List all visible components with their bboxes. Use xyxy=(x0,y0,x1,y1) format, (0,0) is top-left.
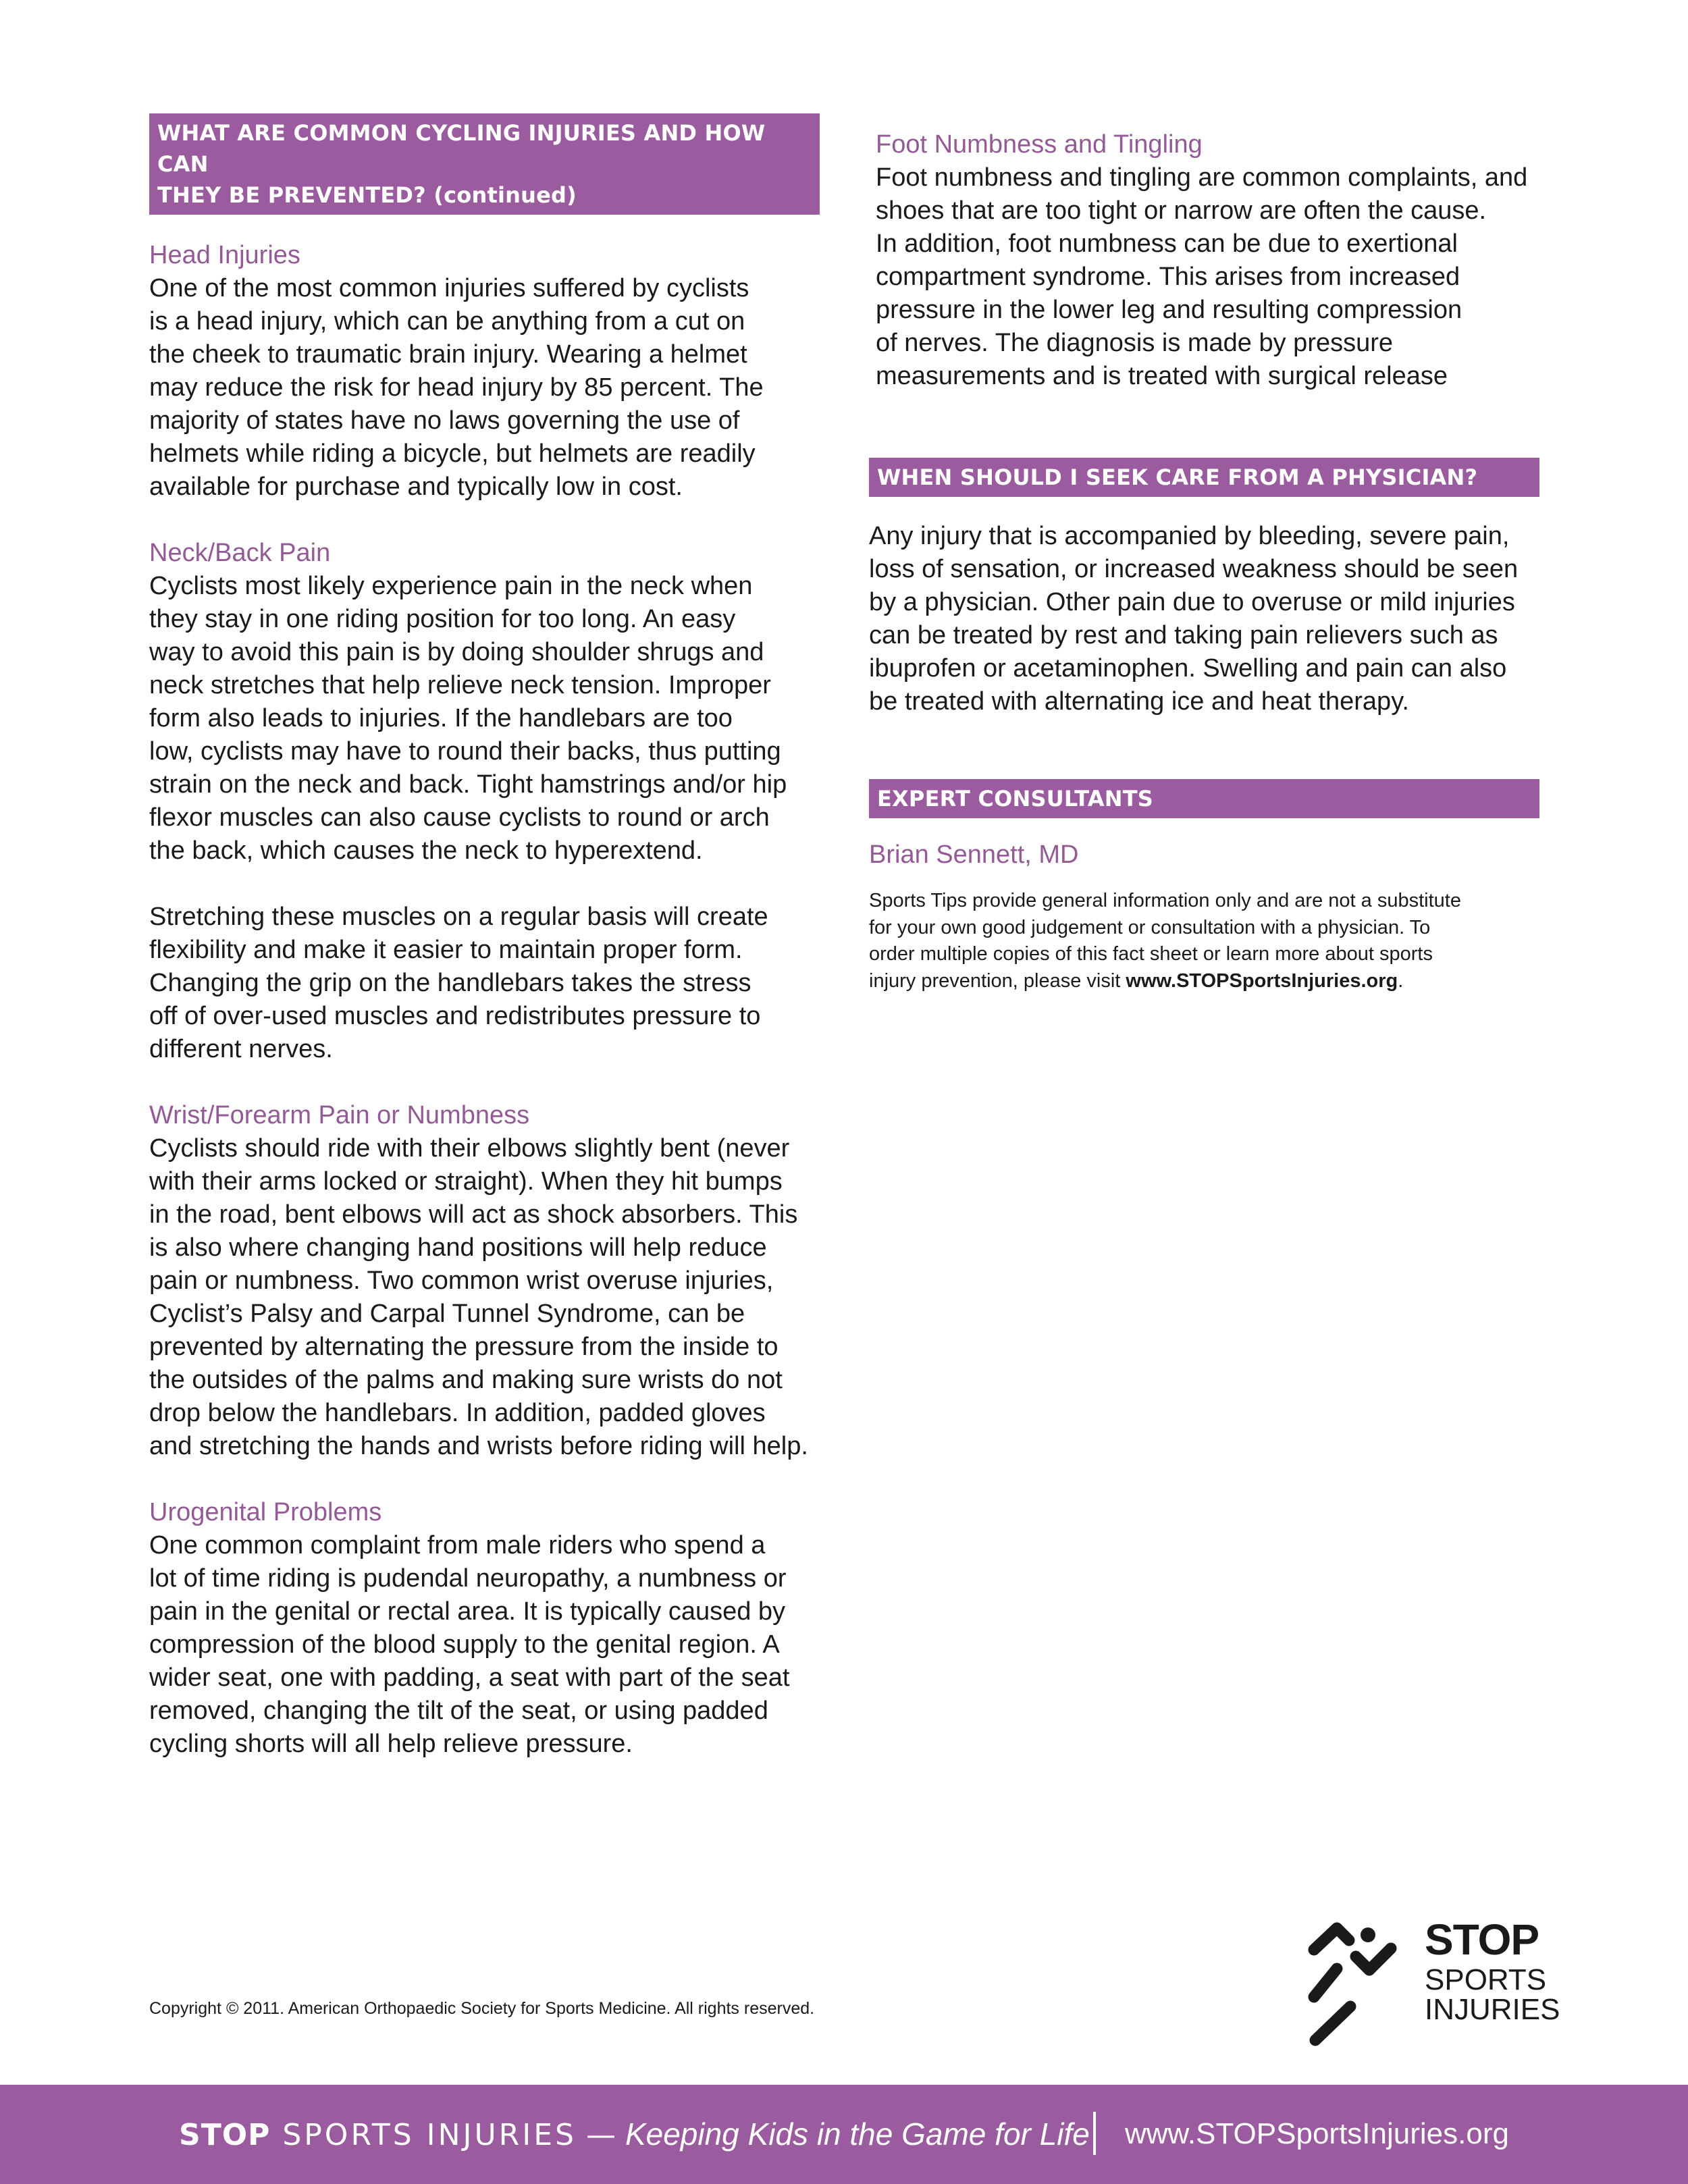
stop-sports-injuries-logo xyxy=(1296,1915,1560,2050)
section-header-line: WHAT ARE COMMON CYCLING INJURIES AND HOW CAN xyxy=(157,120,766,177)
left-column xyxy=(149,113,820,1761)
text-line: removed, changing the tilt of the seat, or using padded xyxy=(149,1697,768,1725)
heading-urogenital: Urogenital Problems xyxy=(149,1498,382,1526)
text-line: One of the most common injuries suffered by cyclists xyxy=(149,274,749,302)
text-line: helmets while riding a bicycle, but helmets are readily xyxy=(149,440,756,468)
text-line: low, cyclists may have to round their backs, thus putting xyxy=(149,737,781,766)
paragraph-head-injuries xyxy=(149,272,820,504)
text-line: Stretching these muscles on a regular basis will create xyxy=(149,903,768,931)
right-column xyxy=(869,113,1539,994)
paragraph-stretching xyxy=(149,901,820,1066)
text-line: ibuprofen or acetaminophen. Swelling and pain can also xyxy=(869,654,1507,683)
footer-sports-injuries: SPORTS INJURIES xyxy=(270,2118,577,2152)
text-line: by a physician. Other pain due to overuse or mild injuries xyxy=(869,588,1515,616)
section-header-expert-consultants: EXPERT CONSULTANTS xyxy=(869,779,1539,818)
heading-wrist-forearm: Wrist/Forearm Pain or Numbness xyxy=(149,1101,530,1129)
text-line: compression of the blood supply to the genital region. A xyxy=(149,1630,780,1659)
text-line: flexor muscles can also cause cyclists to round or arch xyxy=(149,803,770,832)
text-line: of nerves. The diagnosis is made by pressure xyxy=(876,329,1394,357)
disclaimer-line: Sports Tips provide general information only and are not a substitute xyxy=(869,890,1461,911)
text-line: drop below the handlebars. In addition, padded gloves xyxy=(149,1399,766,1427)
text-line: Cyclist’s Palsy and Carpal Tunnel Syndrome, can be xyxy=(149,1300,745,1328)
text-line: loss of sensation, or increased weakness should be seen xyxy=(869,555,1519,583)
disclaimer-line: for your own good judgement or consultation with a physician. To xyxy=(869,916,1431,938)
text-line: cycling shorts will all help relieve pressure. xyxy=(149,1730,633,1758)
consultant-name: Brian Sennett, MD xyxy=(869,841,1079,869)
logo-sports: SPORTS xyxy=(1425,1963,1547,1996)
footer-url-link[interactable]: www.STOPSportsInjuries.org xyxy=(1125,2117,1509,2150)
text-line: measurements and is treated with surgical release xyxy=(876,362,1448,390)
text-line: with their arms locked or straight). When they hit bumps xyxy=(149,1167,783,1196)
text-line: in the road, bent elbows will act as shock absorbers. This xyxy=(149,1200,798,1229)
text-line: the cheek to traumatic brain injury. Wearing a helmet xyxy=(149,340,747,369)
text-line: Foot numbness and tingling are common complaints, and xyxy=(876,163,1528,192)
footer-tagline: Keeping Kids in the Game for Life xyxy=(625,2116,1090,2152)
text-line: different nerves. xyxy=(149,1035,333,1063)
footer-brand xyxy=(179,2114,1090,2155)
text-line: majority of states have no laws governing the use of xyxy=(149,406,740,435)
copyright-notice: Copyright © 2011. American Orthopaedic Society for Sports Medicine. All rights reserved. xyxy=(149,1999,815,2018)
text-line: the outsides of the palms and making sure wrists do not xyxy=(149,1366,783,1394)
text-line: can be treated by rest and taking pain relievers such as xyxy=(869,621,1498,649)
disclaimer-line: order multiple copies of this fact sheet or learn more about sports xyxy=(869,943,1433,965)
text-line: In addition, foot numbness can be due to exertional xyxy=(876,230,1458,258)
text-line: lot of time riding is pudendal neuropathy, a numbness or xyxy=(149,1564,787,1593)
text-line: shoes that are too tight or narrow are often the cause. xyxy=(876,196,1487,225)
footer-dash: — xyxy=(576,2118,625,2152)
text-line: is also where changing hand positions will help reduce xyxy=(149,1233,767,1262)
logo-stop: STOP xyxy=(1425,1915,1539,1964)
text-line: Cyclists should ride with their elbows slightly bent (never xyxy=(149,1134,790,1163)
footer-divider xyxy=(1093,2112,1096,2155)
section-header-cycling-injuries xyxy=(149,113,820,215)
paragraph-neck-back-pain xyxy=(149,570,820,868)
text-line: is a head injury, which can be anything from a cut on xyxy=(149,307,745,336)
paragraph-urogenital xyxy=(149,1529,820,1761)
heading-neck-back-pain: Neck/Back Pain xyxy=(149,539,331,567)
text-line: Any injury that is accompanied by bleeding, severe pain, xyxy=(869,522,1510,550)
text-line: available for purchase and typically low in cost. xyxy=(149,473,683,501)
text-line: Changing the grip on the handlebars takes the stress xyxy=(149,969,751,997)
logo-injuries: INJURIES xyxy=(1425,1993,1560,2026)
footer-stop: STOP xyxy=(179,2118,271,2152)
paragraph-foot-numbness xyxy=(876,161,1539,393)
paragraph-physician xyxy=(869,520,1539,718)
paragraph-wrist-forearm xyxy=(149,1132,820,1463)
disclaimer-text: injury prevention, please visit xyxy=(869,969,1126,992)
text-line: neck stretches that help relieve neck tension. Improper xyxy=(149,671,771,699)
text-line: off of over-used muscles and redistributes pressure to xyxy=(149,1002,761,1030)
text-line: may reduce the risk for head injury by 85 percent. The xyxy=(149,373,764,402)
text-line: form also leads to injuries. If the handlebars are too xyxy=(149,704,733,733)
heading-head-injuries: Head Injuries xyxy=(149,241,300,269)
text-line: compartment syndrome. This arises from increased xyxy=(876,263,1460,291)
text-line: Cyclists most likely experience pain in the neck when xyxy=(149,572,753,600)
text-line: and stretching the hands and wrists before riding will help. xyxy=(149,1432,808,1460)
disclaimer xyxy=(869,888,1539,994)
disclaimer-period: . xyxy=(1398,969,1404,992)
text-line: flexibility and make it easier to maintain proper form. xyxy=(149,936,743,964)
text-line: prevented by alternating the pressure from the inside to xyxy=(149,1333,779,1361)
disclaimer-line xyxy=(869,968,1539,995)
disclaimer-link[interactable]: www.STOPSportsInjuries.org xyxy=(1126,969,1398,992)
text-line: way to avoid this pain is by doing shoulder shrugs and xyxy=(149,638,764,666)
runner-icon xyxy=(1296,1915,1418,2050)
text-line: One common complaint from male riders who spend a xyxy=(149,1531,766,1560)
text-line: the back, which causes the neck to hyperextend. xyxy=(149,836,703,865)
section-header-line: THEY BE PREVENTED? (continued) xyxy=(157,182,577,208)
footer-bar xyxy=(0,2085,1688,2184)
section-header-physician: WHEN SHOULD I SEEK CARE FROM A PHYSICIAN? xyxy=(869,458,1539,497)
text-line: pain in the genital or rectal area. It is typically caused by xyxy=(149,1597,786,1626)
text-line: they stay in one riding position for too long. An easy xyxy=(149,605,736,633)
heading-foot-numbness: Foot Numbness and Tingling xyxy=(876,130,1203,159)
text-line: strain on the neck and back. Tight hamstrings and/or hip xyxy=(149,770,787,799)
text-line: pressure in the lower leg and resulting compression xyxy=(876,296,1462,324)
text-line: be treated with alternating ice and heat therapy. xyxy=(869,687,1409,716)
text-line: pain or numbness. Two common wrist overuse injuries, xyxy=(149,1267,774,1295)
text-line: wider seat, one with padding, a seat with part of the seat xyxy=(149,1663,790,1692)
